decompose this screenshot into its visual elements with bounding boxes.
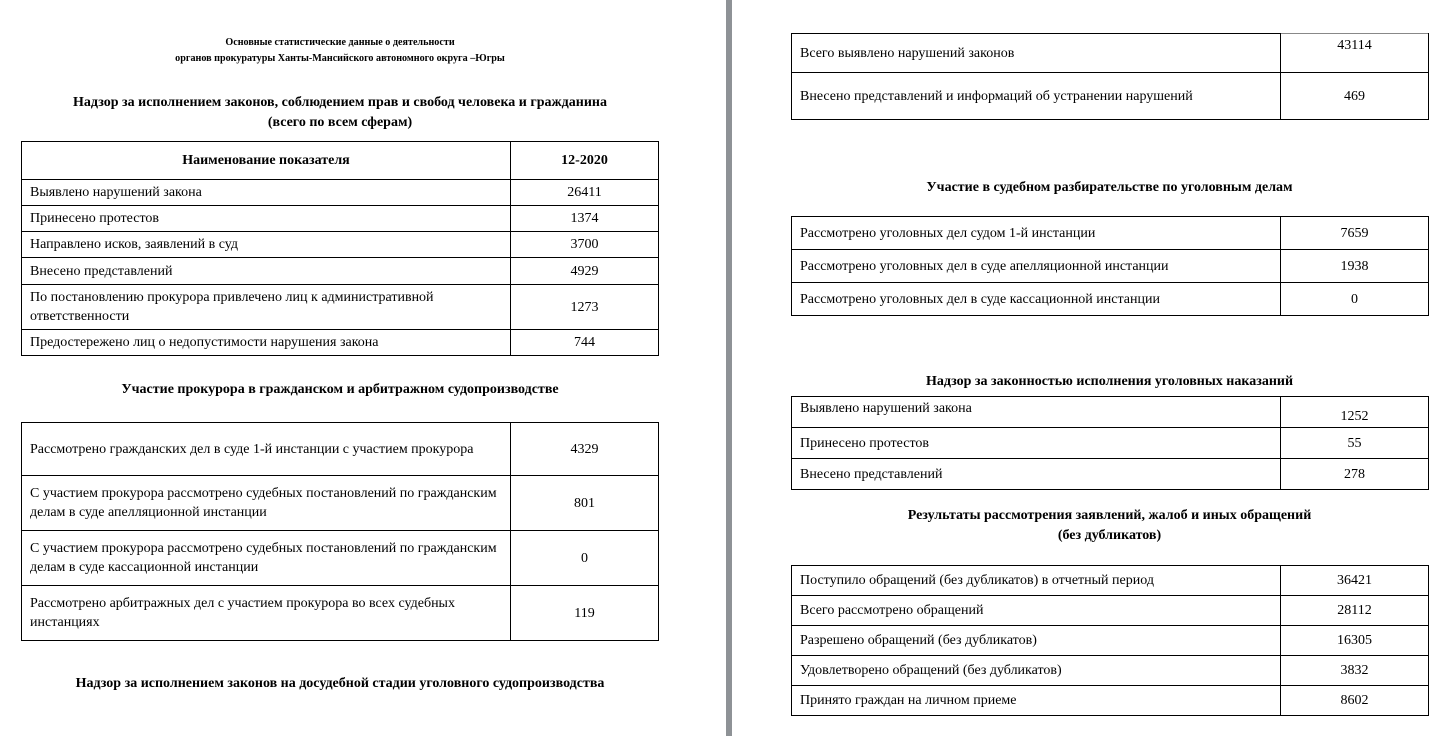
table-appeals	[791, 565, 1429, 716]
table-row	[792, 283, 1429, 316]
row-label: Предостережено лиц о недопустимости нарушения закона	[22, 330, 511, 356]
row-value: 8602	[1281, 686, 1429, 716]
row-label: Принесено протестов	[22, 206, 511, 232]
row-label: Принесено протестов	[792, 428, 1281, 459]
table-civil	[21, 422, 659, 641]
section-heading-general-line-2: (всего по всем сферам)	[267, 115, 413, 130]
row-value: 36421	[1281, 566, 1429, 596]
table-row	[22, 476, 659, 531]
row-label: Всего выявлено нарушений законов	[792, 34, 1281, 73]
row-label: Рассмотрено гражданских дел в суде 1-й инстанции с участием прокурора	[22, 423, 511, 476]
table-row	[792, 566, 1429, 596]
section-heading-appeals-line-1: Результаты рассмотрения заявлений, жалоб и иных обращений	[907, 508, 1312, 523]
row-value: 278	[1281, 459, 1429, 490]
row-label: Принято граждан на личном приеме	[792, 686, 1281, 716]
row-value: 0	[511, 531, 659, 586]
table-row	[792, 626, 1429, 656]
section-heading-punishment: Надзор за законностью исполнения уголовных наказаний	[925, 374, 1294, 389]
row-value: 469	[1281, 73, 1429, 120]
row-value: 7659	[1281, 217, 1429, 250]
row-value: 3832	[1281, 656, 1429, 686]
table-row	[792, 596, 1429, 626]
row-value: 16305	[1281, 626, 1429, 656]
row-value: 43114	[1281, 34, 1429, 73]
row-value: 3700	[511, 232, 659, 258]
section-heading-criminal-trial: Участие в судебном разбирательстве по уголовным делам	[926, 180, 1293, 195]
document-title-line-2: органов прокуратуры Ханты-Мансийского автономного округа –Югры	[175, 52, 505, 64]
table-pretrial	[791, 33, 1429, 120]
table-criminal-trial	[791, 216, 1429, 316]
document-title	[27, 34, 653, 66]
table-row	[22, 285, 659, 330]
row-value: 1273	[511, 285, 659, 330]
table-row	[792, 459, 1429, 490]
row-label: Рассмотрено арбитражных дел с участием прокурора во всех судебных инстанциях	[22, 586, 511, 641]
table-row	[792, 217, 1429, 250]
row-label: Рассмотрено уголовных дел в суде кассационной инстанции	[792, 283, 1281, 316]
section-heading-general	[0, 93, 680, 133]
row-label: Разрешено обращений (без дубликатов)	[792, 626, 1281, 656]
row-label: Внесено представлений и информаций об устранении нарушений	[792, 73, 1281, 120]
table-row	[792, 656, 1429, 686]
row-label: Внесено представлений	[792, 459, 1281, 490]
row-label: Рассмотрено уголовных дел в суде апелляционной инстанции	[792, 250, 1281, 283]
table-row	[22, 206, 659, 232]
table-row	[792, 428, 1429, 459]
row-value: 1938	[1281, 250, 1429, 283]
table-header-row	[22, 142, 659, 180]
table-row	[22, 330, 659, 356]
table-row	[22, 586, 659, 641]
row-value: 4329	[511, 423, 659, 476]
section-heading-appeals-line-2: (без дубликатов)	[1057, 528, 1162, 543]
row-label: По постановлению прокурора привлечено лиц к административной ответственности	[22, 285, 511, 330]
row-label: Выявлено нарушений закона	[22, 180, 511, 206]
section-heading-civil: Участие прокурора в гражданском и арбитражном судопроизводстве	[121, 382, 559, 397]
row-value: 801	[511, 476, 659, 531]
table-general	[21, 141, 659, 356]
table-row	[22, 180, 659, 206]
row-label: С участием прокурора рассмотрено судебных постановлений по гражданским делам в суде кассационной инстанции	[22, 531, 511, 586]
row-label: Всего рассмотрено обращений	[792, 596, 1281, 626]
row-label: Внесено представлений	[22, 258, 511, 285]
table-row	[22, 531, 659, 586]
row-value: 744	[511, 330, 659, 356]
table-row	[792, 73, 1429, 120]
row-value: 26411	[511, 180, 659, 206]
row-value: 1252	[1281, 397, 1429, 428]
section-heading-appeals	[791, 506, 1428, 546]
document-title-line-1: Основные статистические данные о деятельности	[225, 36, 455, 48]
row-label: С участием прокурора рассмотрено судебных постановлений по гражданским делам в суде апелляционной инстанции	[22, 476, 511, 531]
row-value: 4929	[511, 258, 659, 285]
row-label: Выявлено нарушений закона	[792, 397, 1281, 428]
row-value: 28112	[1281, 596, 1429, 626]
column-header-indicator: Наименование показателя	[22, 142, 511, 180]
table-row	[792, 397, 1429, 428]
section-heading-general-line-1: Надзор за исполнением законов, соблюдением прав и свобод человека и гражданина	[73, 95, 607, 110]
row-value: 1374	[511, 206, 659, 232]
document-page-right	[732, 0, 1435, 736]
table-row	[22, 258, 659, 285]
row-label: Рассмотрено уголовных дел судом 1-й инстанции	[792, 217, 1281, 250]
row-value: 0	[1281, 283, 1429, 316]
row-label: Поступило обращений (без дубликатов) в отчетный период	[792, 566, 1281, 596]
table-row	[792, 34, 1429, 73]
table-punishment	[791, 396, 1429, 490]
row-value: 55	[1281, 428, 1429, 459]
row-label: Удовлетворено обращений (без дубликатов)	[792, 656, 1281, 686]
row-label: Направлено исков, заявлений в суд	[22, 232, 511, 258]
table-row	[792, 686, 1429, 716]
row-value: 119	[511, 586, 659, 641]
table-row	[792, 250, 1429, 283]
table-row	[22, 232, 659, 258]
section-heading-pretrial: Надзор за исполнением законов на досудебной стадии уголовного судопроизводства	[75, 676, 605, 691]
column-header-period: 12-2020	[511, 142, 659, 180]
table-row	[22, 423, 659, 476]
